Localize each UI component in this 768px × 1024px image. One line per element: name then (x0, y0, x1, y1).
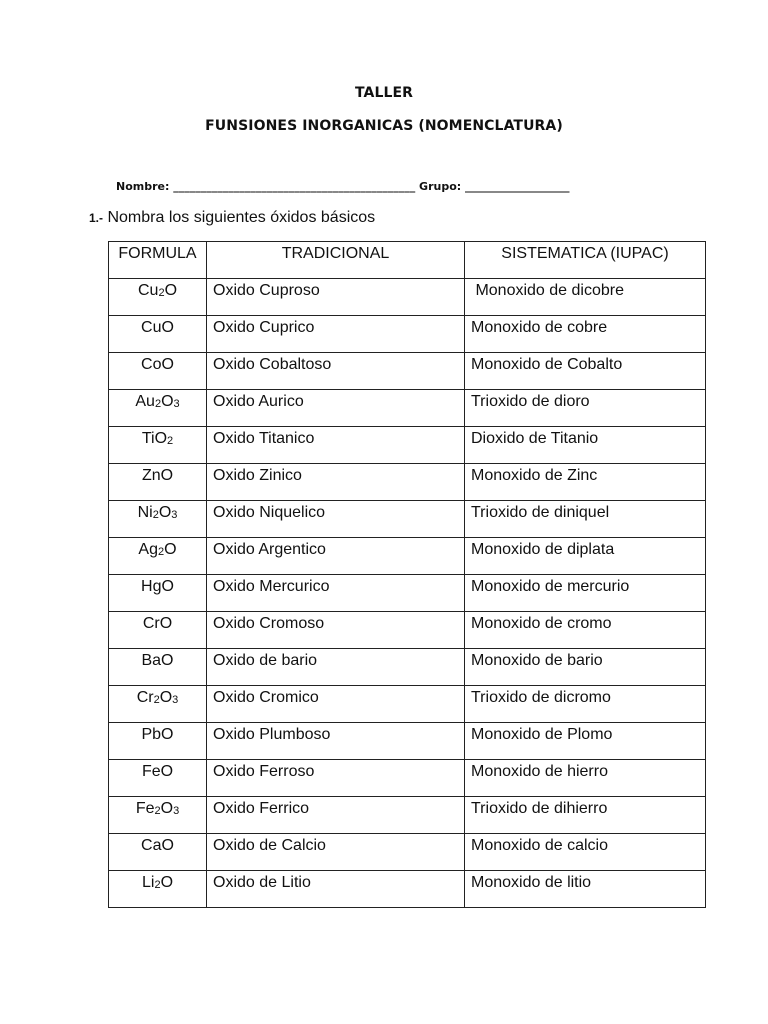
table-row (109, 686, 706, 723)
formula-symbol: Li (141, 874, 155, 891)
cell-sistematica: Monoxido de mercurio (465, 575, 706, 612)
formula-symbol: PbO (141, 726, 174, 743)
cell-sistematica: Dioxido de Titanio (465, 427, 706, 464)
formula-subscript: 2 (158, 287, 165, 299)
cell-formula (109, 797, 207, 834)
formula-symbol: Fe (135, 800, 155, 817)
cell-tradicional: Oxido Ferrico (207, 797, 465, 834)
formula-symbol: CoO (141, 356, 174, 373)
cell-formula (109, 723, 207, 760)
cell-sistematica: Trioxido de dihierro (465, 797, 706, 834)
cell-tradicional: Oxido Cromoso (207, 612, 465, 649)
formula-subscript: 3 (172, 694, 179, 706)
cell-sistematica: Monoxido de Cobalto (465, 353, 706, 390)
cell-formula (109, 686, 207, 723)
cell-sistematica: Monoxido de diplata (465, 538, 706, 575)
cell-tradicional: Oxido Mercurico (207, 575, 465, 612)
formula-subscript: 3 (173, 398, 180, 410)
cell-formula (109, 316, 207, 353)
cell-sistematica: Trioxido de diniquel (465, 501, 706, 538)
formula-subscript: 2 (158, 546, 165, 558)
cell-sistematica: Monoxido de Zinc (465, 464, 706, 501)
formula-subscript: 2 (154, 398, 162, 410)
formula-symbol: Cu (137, 282, 159, 299)
cell-tradicional: Oxido Cuproso (207, 279, 465, 316)
name-group-line: Nombre: ____________________________________________ Grupo: ___________________ (116, 180, 570, 193)
formula-subscript: 2 (154, 805, 161, 817)
table-row (109, 797, 706, 834)
cell-formula (109, 538, 207, 575)
table-row (109, 612, 706, 649)
cell-tradicional: Oxido de Calcio (207, 834, 465, 871)
formula-subscript: 2 (152, 509, 159, 521)
cell-formula (109, 353, 207, 390)
document-title: TALLER (354, 85, 414, 101)
cell-sistematica: Monoxido de calcio (465, 834, 706, 871)
table-row (109, 538, 706, 575)
table-row (109, 390, 706, 427)
formula-symbol: Au (135, 393, 155, 410)
question-1 (89, 209, 375, 227)
cell-sistematica: Monoxido de hierro (465, 760, 706, 797)
formula-symbol: O (164, 282, 178, 299)
formula-symbol: O (161, 393, 174, 410)
formula-symbol: O (164, 541, 177, 558)
cell-formula (109, 612, 207, 649)
header-formula: FORMULA (109, 242, 207, 279)
cell-sistematica: Monoxido de Plomo (465, 723, 706, 760)
table-row (109, 279, 706, 316)
cell-tradicional: Oxido Cobaltoso (207, 353, 465, 390)
header-tradicional: TRADICIONAL (207, 242, 465, 279)
cell-tradicional: Oxido Titanico (207, 427, 465, 464)
table-row (109, 723, 706, 760)
formula-symbol: HgO (141, 578, 174, 595)
cell-sistematica: Monoxido de dicobre (465, 279, 706, 316)
formula-symbol: TiO (141, 430, 168, 447)
formula-symbol: ZnO (141, 467, 174, 484)
formula-subscript: 3 (171, 509, 178, 521)
cell-formula (109, 279, 207, 316)
formula-symbol: CuO (141, 319, 174, 336)
oxides-table (108, 241, 706, 908)
cell-formula (109, 427, 207, 464)
table-header-row (109, 242, 706, 279)
formula-symbol: Cr (136, 689, 154, 706)
table-row (109, 575, 706, 612)
cell-tradicional: Oxido Argentico (207, 538, 465, 575)
cell-formula (109, 464, 207, 501)
table-row (109, 649, 706, 686)
table-row (109, 316, 706, 353)
formula-symbol: BaO (141, 652, 174, 669)
cell-sistematica: Monoxido de litio (465, 871, 706, 908)
cell-formula (109, 760, 207, 797)
cell-tradicional: Oxido Ferroso (207, 760, 465, 797)
table-row (109, 834, 706, 871)
cell-tradicional: Oxido Niquelico (207, 501, 465, 538)
table-row (109, 760, 706, 797)
header-sistematica: SISTEMATICA (IUPAC) (465, 242, 706, 279)
formula-symbol: O (160, 874, 174, 891)
formula-symbol: Ni (137, 504, 153, 521)
cell-formula (109, 649, 207, 686)
cell-tradicional: Oxido Cuprico (207, 316, 465, 353)
document-subtitle: FUNSIONES INORGANICAS (NOMENCLATURA) (205, 118, 563, 134)
cell-tradicional: Oxido Aurico (207, 390, 465, 427)
formula-subscript: 2 (154, 879, 161, 891)
cell-tradicional: Oxido Zinico (207, 464, 465, 501)
table-body (109, 279, 706, 908)
cell-sistematica: Trioxido de dicromo (465, 686, 706, 723)
cell-sistematica: Trioxido de dioro (465, 390, 706, 427)
cell-formula (109, 575, 207, 612)
formula-symbol: CrO (142, 615, 173, 632)
cell-sistematica: Monoxido de cobre (465, 316, 706, 353)
formula-subscript: 2 (167, 435, 174, 447)
table-row (109, 871, 706, 908)
cell-tradicional: Oxido de Litio (207, 871, 465, 908)
formula-symbol: CaO (141, 837, 174, 854)
formula-symbol: O (158, 504, 172, 521)
formula-subscript: 3 (173, 805, 180, 817)
cell-tradicional: Oxido Cromico (207, 686, 465, 723)
question-text: Nombra los siguientes óxidos básicos (103, 209, 376, 226)
cell-formula (109, 501, 207, 538)
table-row (109, 501, 706, 538)
formula-symbol: FeO (141, 763, 174, 780)
cell-tradicional: Oxido de bario (207, 649, 465, 686)
cell-formula (109, 390, 207, 427)
formula-symbol: Ag (138, 541, 158, 558)
cell-sistematica: Monoxido de cromo (465, 612, 706, 649)
formula-symbol: O (160, 800, 174, 817)
cell-sistematica: Monoxido de bario (465, 649, 706, 686)
table-row (109, 464, 706, 501)
formula-symbol: O (159, 689, 173, 706)
table-row (109, 353, 706, 390)
formula-subscript: 2 (153, 694, 160, 706)
question-number: 1.- (89, 211, 104, 225)
table-row (109, 427, 706, 464)
cell-formula (109, 871, 207, 908)
cell-formula (109, 834, 207, 871)
cell-tradicional: Oxido Plumboso (207, 723, 465, 760)
